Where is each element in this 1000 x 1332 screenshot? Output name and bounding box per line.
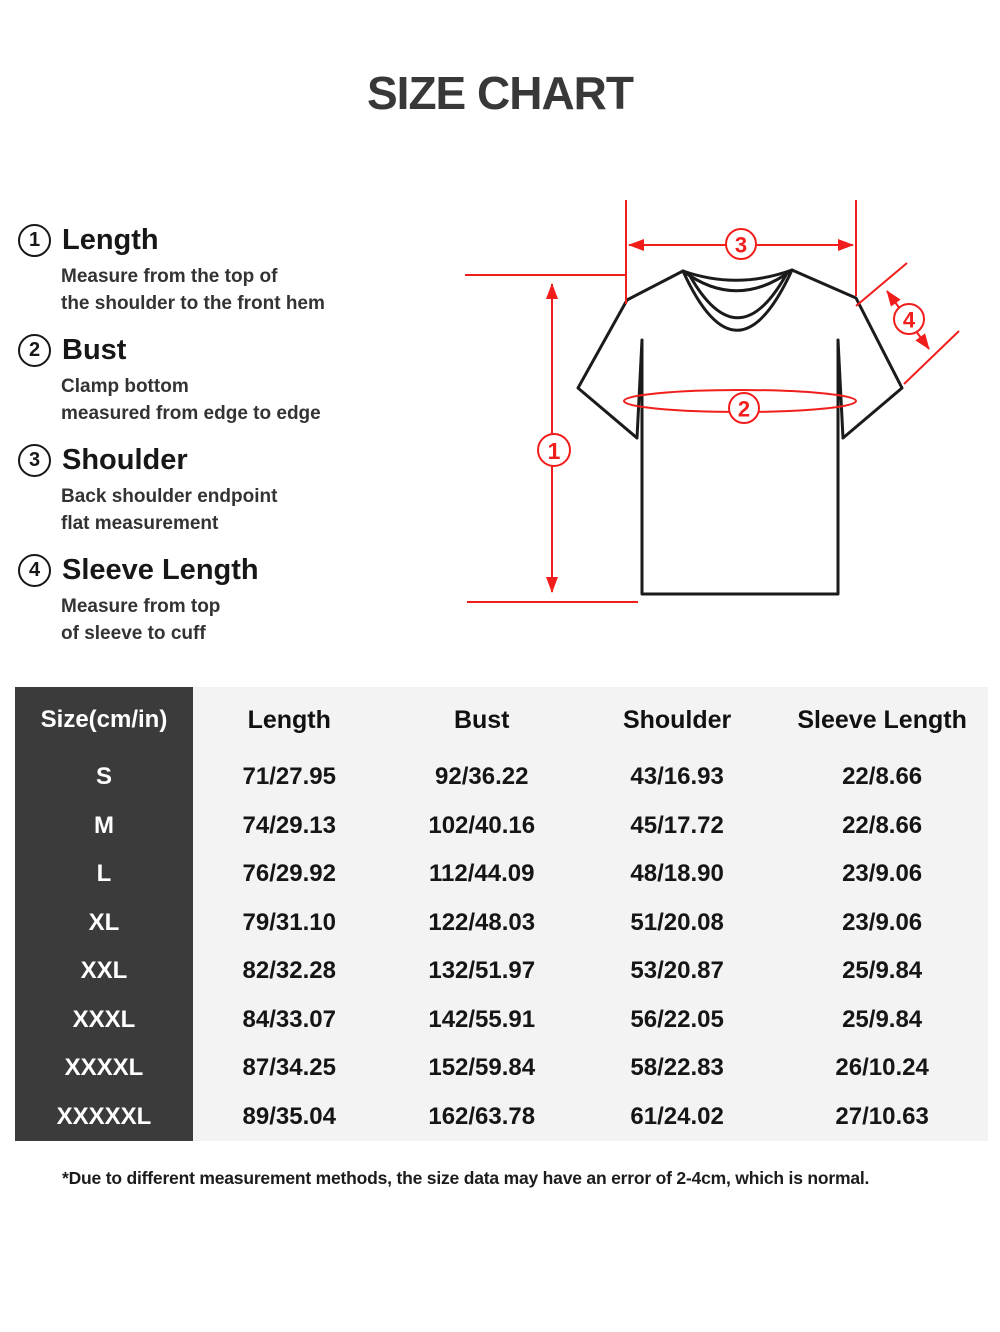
shoulder-value: 56/22.05 [630,1005,724,1033]
page-title: SIZE CHART [367,67,633,119]
bust-value: 112/44.09 [429,860,535,888]
description-line: of sleeve to cuff [61,623,206,644]
column-header-length: Length [247,705,331,734]
length-value: 79/31.10 [242,908,336,936]
extension-line [904,331,959,384]
column-header-shoulder: Shoulder [622,705,732,734]
table-row [15,850,988,899]
guide-item-bust [18,332,418,427]
length-value: 74/29.13 [242,811,336,839]
shoulder-value: 43/16.93 [630,763,724,791]
length-value: 89/35.04 [242,1102,336,1130]
measurement-disclaimer: *Due to different measurement methods, the size data may have an error of 2-4cm, which is normal. [62,1168,870,1188]
circled-number-1-icon: 1 [18,224,51,257]
guide-item-heading [18,442,418,478]
sleeve-value: 22/8.66 [842,763,923,791]
table-row [15,947,988,996]
circled-number-4-icon: 4 [18,554,51,587]
bust-value: 122/48.03 [428,908,536,936]
callout-number-sleeve: 4 [902,307,916,333]
shoulder-value: 58/22.83 [630,1054,724,1082]
size-label: S [15,753,193,802]
bust-value: 102/40.16 [428,811,536,839]
guide-item-description [61,263,418,317]
size-label: XXXL [15,996,193,1045]
guide-item-label: Shoulder [62,444,188,476]
table-row [15,899,988,948]
guide-item-description [61,593,418,647]
sleeve-value: 25/9.84 [842,1005,923,1033]
description-line: flat measurement [61,513,219,534]
bust-value: 142/55.91 [428,1005,536,1033]
table-row [15,753,988,802]
table-header-row [15,687,988,753]
circled-number-2-icon: 2 [18,334,51,367]
size-label: M [15,802,193,851]
guide-item-heading [18,332,418,368]
description-line: Back shoulder endpoint [61,486,278,507]
size-label: XL [15,899,193,948]
description-line: measured from edge to edge [61,403,321,424]
sleeve-value: 27/10.63 [835,1102,929,1130]
description-line: the shoulder to the front hem [61,293,325,314]
length-value: 84/33.07 [242,1005,336,1033]
size-chart-table [15,687,988,1141]
guide-item-label: Bust [62,334,127,366]
size-label: L [15,850,193,899]
shoulder-value: 45/17.72 [630,811,724,839]
tshirt-outline [578,270,902,594]
callout-number-length: 1 [547,438,561,464]
extension-line [856,263,907,306]
length-value: 76/29.92 [242,860,336,888]
guide-item-length [18,222,418,317]
description-line: Clamp bottom [61,376,189,397]
description-line: Measure from the top of [61,266,278,287]
guide-item-heading [18,552,418,588]
callout-number-shoulder: 3 [734,232,748,258]
length-value: 71/27.95 [242,763,336,791]
guide-item-label: Sleeve Length [62,554,259,586]
shoulder-value: 48/18.90 [630,860,724,888]
circled-number-3-icon: 3 [18,444,51,477]
length-value: 82/32.28 [242,957,336,985]
bust-value: 162/63.78 [428,1102,536,1130]
bust-value: 92/36.22 [435,763,529,791]
column-header-size: Size(cm/in) [15,687,193,753]
callout-number-bust: 2 [737,396,751,422]
sleeve-value: 23/9.06 [842,908,923,936]
shoulder-value: 61/24.02 [630,1102,724,1130]
shoulder-value: 53/20.87 [630,957,724,985]
table-row [15,1093,988,1142]
sleeve-value: 25/9.84 [842,957,923,985]
tshirt-measurement-diagram [450,180,1000,670]
description-line: Measure from top [61,596,221,617]
measurement-guide [18,222,418,662]
column-header-sleeve-length: Sleeve Length [797,705,967,734]
size-label: XXXXL [15,1044,193,1093]
length-value: 87/34.25 [242,1054,336,1082]
guide-item-description [61,373,418,427]
bust-value: 132/51.97 [428,957,536,985]
shoulder-value: 51/20.08 [630,908,724,936]
table-row [15,802,988,851]
guide-item-heading [18,222,418,258]
size-label: XXL [15,947,193,996]
sleeve-value: 22/8.66 [842,811,923,839]
table-row [15,996,988,1045]
bust-value: 152/59.84 [428,1054,536,1082]
column-header-bust: Bust [453,705,510,734]
guide-item-sleeve-length [18,552,418,647]
guide-item-shoulder [18,442,418,537]
size-label: XXXXXL [15,1093,193,1142]
guide-item-label: Length [62,224,159,256]
sleeve-value: 26/10.24 [835,1054,929,1082]
guide-item-description [61,483,418,537]
sleeve-value: 23/9.06 [842,860,923,888]
table-row [15,1044,988,1093]
